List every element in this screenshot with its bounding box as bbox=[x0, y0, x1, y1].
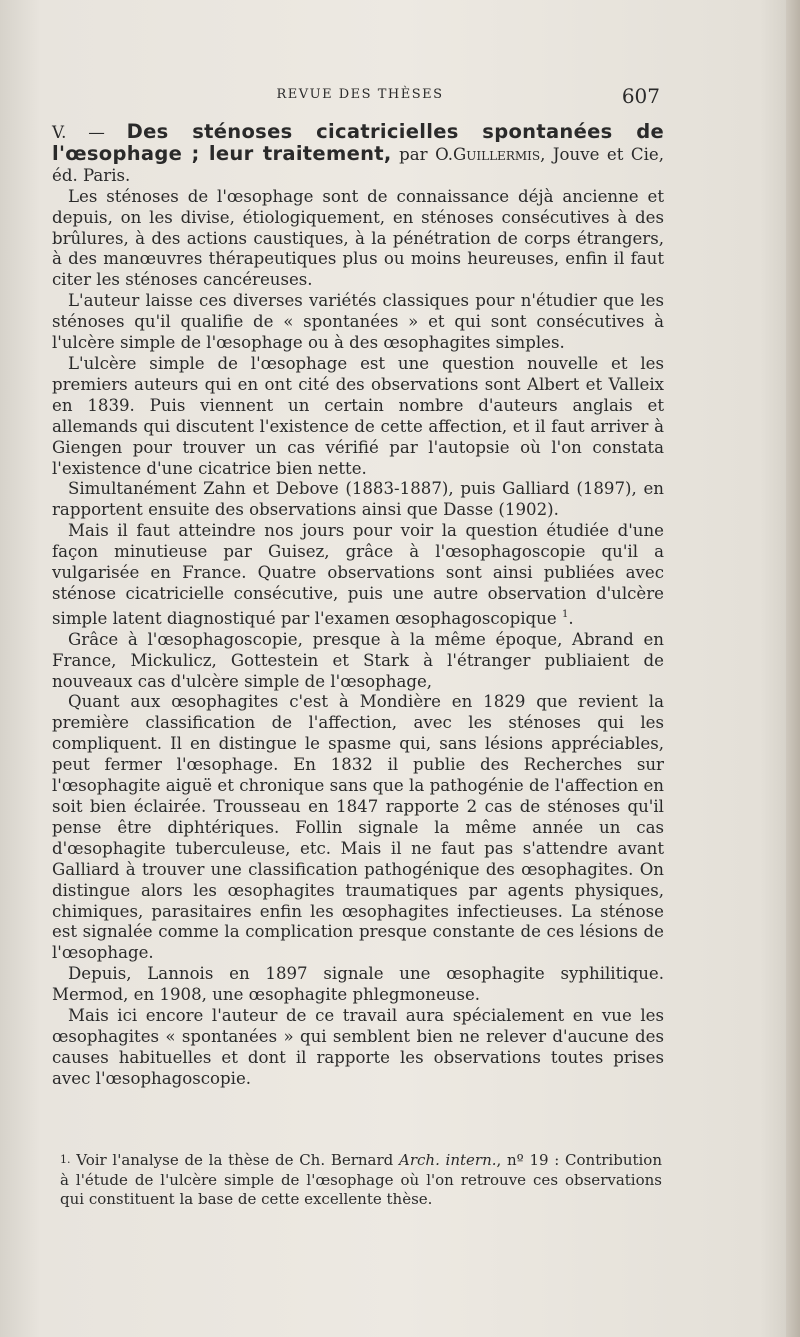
author-name: Guillermis, bbox=[453, 144, 546, 164]
article-body bbox=[52, 122, 664, 1090]
author-initial: O. bbox=[435, 144, 454, 164]
footnote-reference: 1 bbox=[561, 608, 569, 620]
paragraph: Mais ici encore l'auteur de ce travail aura spécialement en vue les œsophagites « spontanées » qui semblent bien ne relever d'aucune des causes habituelles et dont il rapporte les observations toutes prises avec l'œsophagoscopie. bbox=[52, 1006, 664, 1088]
paragraph: Simultanément Zahn et Debove (1883-1887), puis Galliard (1897), en rapportent ensuite des observations ainsi que Dasse (1902). bbox=[52, 479, 664, 520]
byline-prefix: par bbox=[399, 144, 428, 164]
footnote bbox=[60, 1150, 662, 1210]
footnote-journal: Arch. intern. bbox=[399, 1151, 497, 1169]
footnote-number: 1. bbox=[60, 1153, 71, 1166]
paragraph: L'auteur laisse ces diverses variétés classiques pour n'étudier que les sténoses qu'il qualifie de « spontanées » et qui sont consécutives à l'ulcère simple de l'œsophage ou à des œsophagites simples. bbox=[52, 291, 664, 353]
paragraph: Grâce à l'œsophagoscopie, presque à la même époque, Abrand en France, Mickulicz, Gottestein et Stark à l'étranger publiaient de nouveaux cas d'ulcère simple de l'œsophage, bbox=[52, 629, 664, 691]
footnote-text-before: Voir l'analyse de la thèse de Ch. Bernard bbox=[76, 1151, 394, 1169]
paragraph: Depuis, Lannois en 1897 signale une œsophagite syphilitique. Mermod, en 1908, une œsophagite phlegmoneuse. bbox=[52, 964, 664, 1005]
publisher: Jouve et Cie, éd. Paris. bbox=[52, 144, 665, 185]
page-number: 607 bbox=[621, 84, 660, 108]
paragraph: Quant aux œsophagites c'est à Mondière en 1829 que revient la première classification de l'affection, avec les sténoses qui les compliquent. Il en distingue le spasme qui, sans lésions appréciables, peut fermer l'œsophage. En 1832 il publie des Recherches sur l'œsophagite aiguë et chronique sans que la pathogénie de l'affection en soit bien éclairée. Trousseau en 1847 rapporte 2 cas de sténoses qu'il pense être diphtériques. Follin signale la même année un cas d'œsophagite tuberculeuse, etc. Mais il ne faut pas s'attendre avant Galliard à trouver une classification pathogénique des œsophagites. On distingue alors les œsophagites traumatiques par agents physiques, chimiques, parasitaires enfin les œsophagites infectieuses. La sténose est signalée comme la complication presque constante de ces lésions de l'œsophage. bbox=[52, 692, 664, 963]
article-heading bbox=[52, 122, 664, 187]
paragraph-text: Mais il faut atteindre nos jours pour voir la question étudiée d'une façon minutieuse par Guisez, grâce à l'œsophagoscopie qu'il a vulgarisée en France. Quatre observations sont ainsi publiées avec sténose cicatricielle consécutive, puis une autre observation d'ulcère simple latent diagnostiqué par l'examen œsophagoscopique bbox=[52, 521, 664, 628]
article-title: Des sténoses cicatricielles spontanées de l'œsophage ; leur traitement, bbox=[52, 120, 665, 165]
page-edge bbox=[786, 0, 800, 1337]
running-title: REVUE DES THÈSES bbox=[276, 87, 444, 102]
footnote-text bbox=[60, 1150, 662, 1210]
paragraph bbox=[52, 521, 664, 630]
paragraph: Les sténoses de l'œsophage sont de connaissance déjà ancienne et depuis, on les divise, étiologiquement, en sténoses consécutives à des brûlures, à des actions caustiques, à la pénétration de corps étrangers, à des manœuvres thérapeutiques plus ou moins heureuses, enfin il faut citer les sténoses cancéreuses. bbox=[52, 186, 664, 290]
section-number: V. — bbox=[52, 123, 105, 142]
paragraph: L'ulcère simple de l'œsophage est une question nouvelle et les premiers auteurs qui en ont cité des observations sont Albert et Valleix en 1839. Puis viennent un certain nombre d'auteurs anglais et allemands qui discutent l'existence de cette affection, et il faut arriver à Giengen pour trouver un cas vérifié par l'autopsie où l'on constata l'existence d'une cicatrice bien nette. bbox=[52, 353, 664, 478]
paragraph-end: . bbox=[568, 608, 574, 628]
footnote-text-after: , nº 19 : Contribution à l'étude de l'ulcère simple de l'œsophage où l'on retrouve ces observations qui constituent la base de cette excellente thèse. bbox=[60, 1151, 662, 1208]
page-header bbox=[60, 84, 660, 110]
